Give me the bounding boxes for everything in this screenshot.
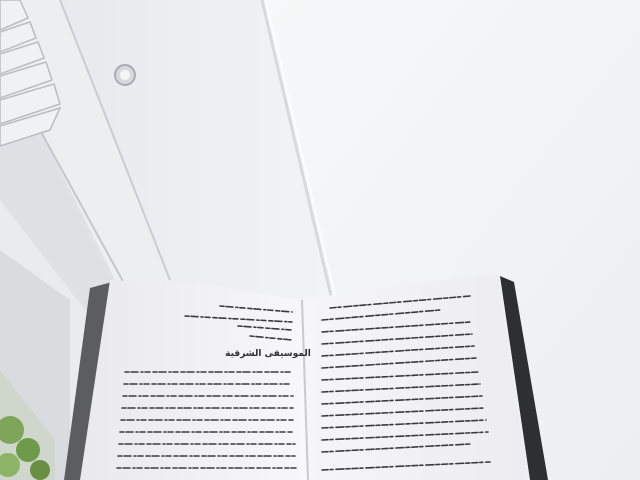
ceiling-downlight-center: [120, 70, 130, 80]
left-page-heading: الموسيقى الشرقية: [225, 349, 311, 359]
book-right-page: [300, 274, 528, 480]
